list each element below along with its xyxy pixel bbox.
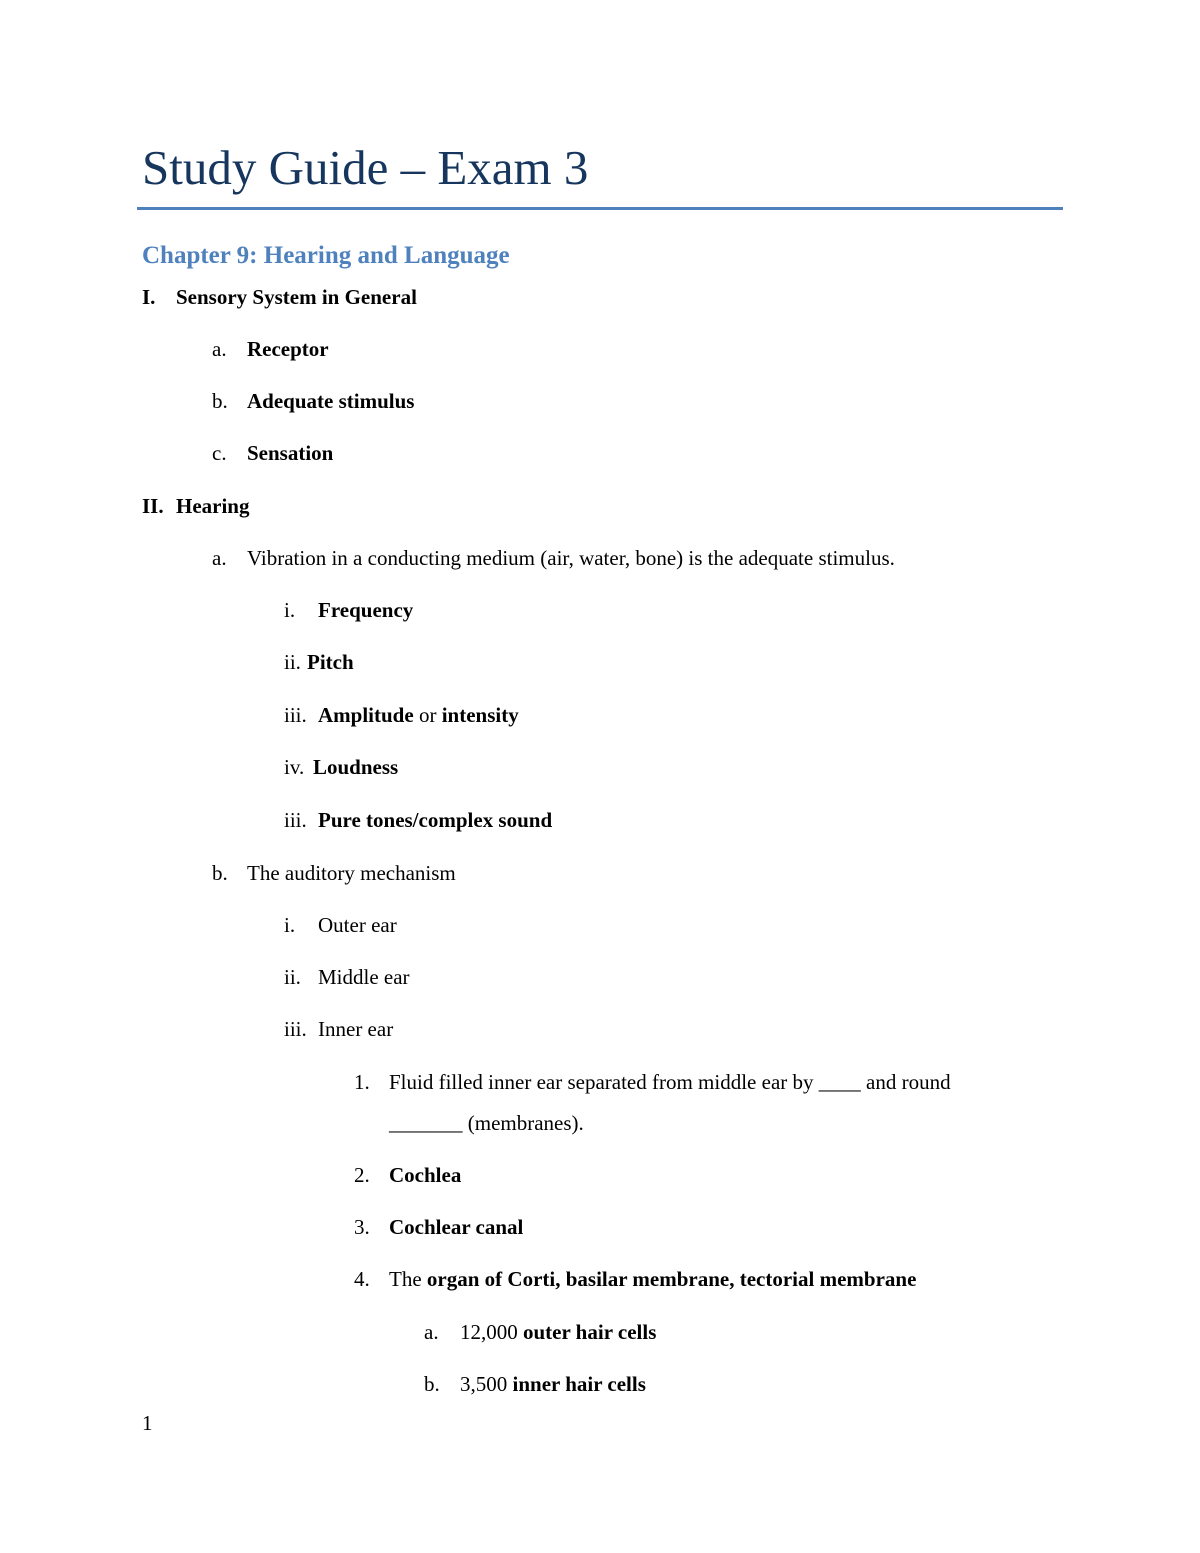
outline-marker: 4. [354,1267,370,1291]
outline-text [389,1267,916,1292]
outline-text: _______ (membranes). [389,1111,584,1135]
outline-marker: a. [212,337,227,361]
outline-marker: ii. [284,965,301,989]
outline-text [318,703,519,728]
outline-text: Sensory System in General [176,285,417,309]
outline-marker: iv. [284,755,305,779]
outline-marker: iii. [284,808,307,832]
outline-text: Cochlear canal [389,1215,524,1239]
title-underline [137,207,1063,210]
outline-text: Sensation [247,441,334,465]
outline-text: Pitch [307,650,354,674]
outline-marker: 2. [354,1163,370,1187]
outline-marker: I. [142,285,156,309]
outline-marker: 1. [354,1070,370,1094]
outline-marker: b. [212,389,228,413]
outline-text: Inner ear [318,1017,394,1041]
bold-term: inner hair cells [512,1372,646,1396]
outline-text: Receptor [247,337,329,361]
outline-marker: i. [284,598,296,622]
lead-text: The [389,1267,427,1291]
chapter-heading: Chapter 9: Hearing and Language [142,242,510,269]
outline-text: Frequency [318,598,414,622]
page-number: 1 [142,1411,153,1435]
bold-term: Amplitude [318,703,414,727]
outline-marker: ii. [284,650,301,674]
outline-marker: II. [142,494,164,518]
bold-term: organ of Corti, basilar membrane, tectorial membrane [426,1267,917,1291]
outline-text [460,1320,656,1345]
outline-marker: i. [284,913,296,937]
outline-marker: iii. [284,703,307,727]
outline-text: Fluid filled inner ear separated from middle ear by ____ and round [389,1070,951,1094]
outline-marker: b. [424,1372,440,1396]
outline-marker: b. [212,861,228,885]
outline-text: Adequate stimulus [247,389,415,413]
document-title: Study Guide – Exam 3 [142,140,589,195]
outline-text: The auditory mechanism [247,861,456,885]
outline-text: Vibration in a conducting medium (air, water, bone) is the adequate stimulus. [247,546,895,570]
bold-term: outer hair cells [523,1320,657,1344]
count-text: 12,000 [460,1320,523,1344]
outline-marker: a. [212,546,227,570]
outline-text: Pure tones/complex sound [318,808,553,832]
outline-text: Middle ear [318,965,410,989]
outline-marker: a. [424,1320,439,1344]
outline-text: Hearing [176,494,250,518]
outline-text: Cochlea [389,1163,462,1187]
outline-text: Outer ear [318,913,397,937]
count-text: 3,500 [460,1372,513,1396]
outline-marker: 3. [354,1215,370,1239]
connector-text: or [413,703,442,727]
outline-marker: iii. [284,1017,307,1041]
bold-term: intensity [441,703,519,727]
outline-text [460,1372,646,1397]
outline-marker: c. [212,441,227,465]
outline-text: Loudness [313,755,399,779]
